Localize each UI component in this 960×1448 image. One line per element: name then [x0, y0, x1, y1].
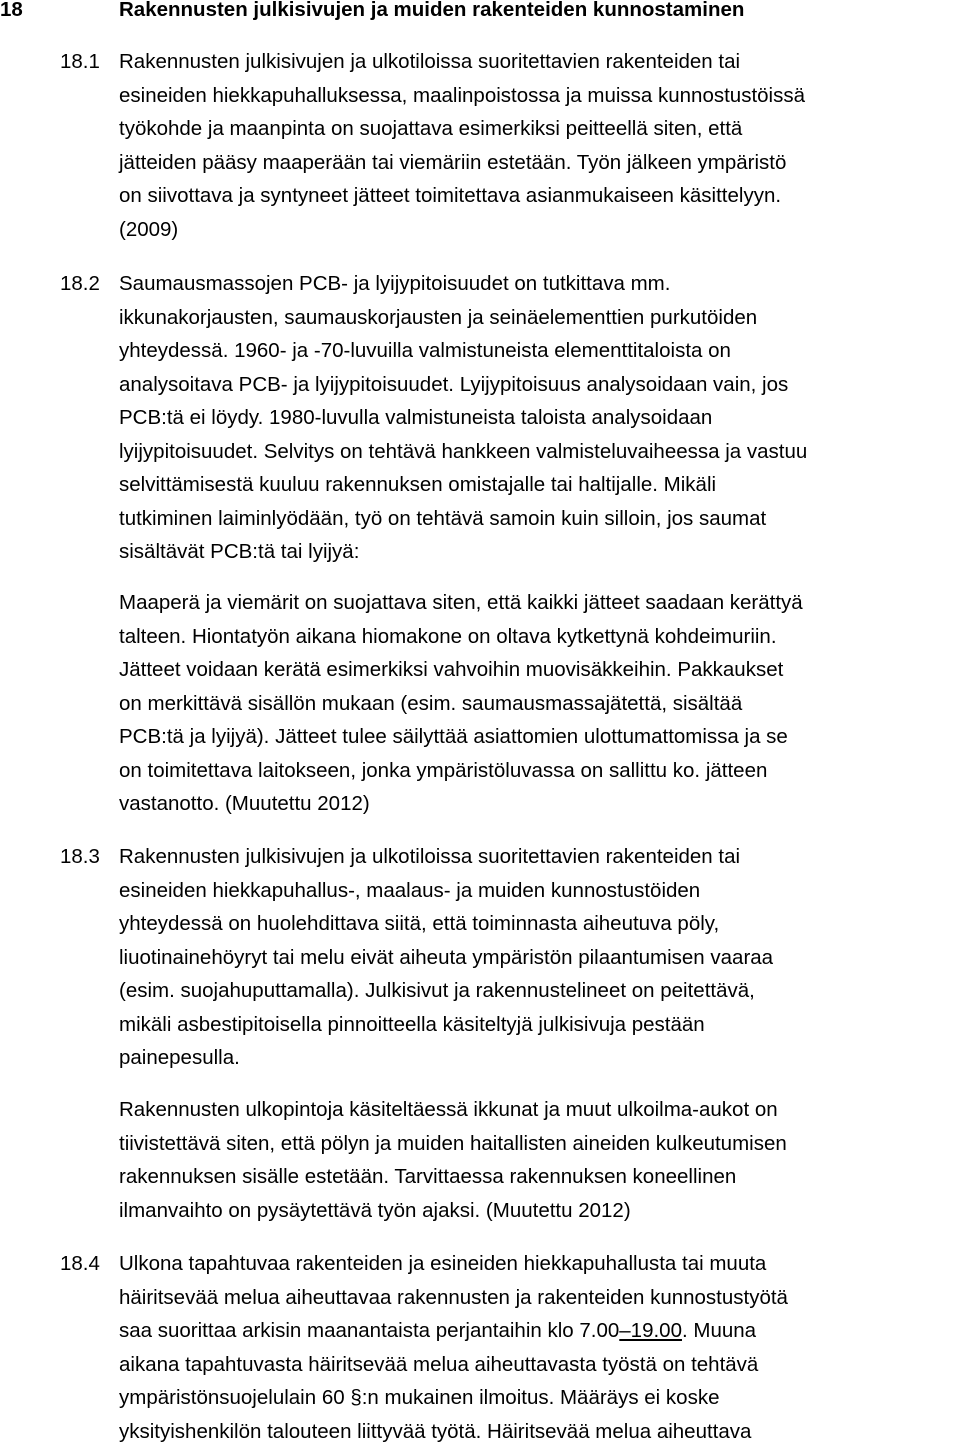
- text-line: lyijypitoisuudet. Selvitys on tehtävä hankkeen valmisteluvaiheessa ja vastuu: [119, 435, 960, 469]
- chapter-title: Rakennusten julkisivujen ja muiden rakenteiden kunnostaminen: [119, 0, 744, 26]
- text-line: Maaperä ja viemärit on suojattava siten, että kaikki jätteet saadaan kerättyä: [119, 586, 960, 620]
- text-line: on siivottava ja syntyneet jätteet toimitettava asianmukaiseen käsittelyyn.: [119, 179, 960, 213]
- paragraph: [119, 1093, 960, 1227]
- paragraph: [119, 586, 960, 821]
- text-segment: saa suorittaa arkisin maanantaista perjantaihin klo 7.00: [119, 1319, 619, 1342]
- text-line: tiivistettävä siten, että pölyn ja muiden haitallisten aineiden kulkeutumisen: [119, 1127, 960, 1161]
- text-line: PCB:tä ei löydy. 1980-luvulla valmistuneista taloista analysoidaan: [119, 401, 960, 435]
- section-number: 18.3: [60, 840, 100, 874]
- text-line-with-time-range: [119, 1314, 960, 1348]
- text-line: mikäli asbestipitoisella pinnoitteella käsiteltyjä julkisivuja pestään: [119, 1008, 960, 1042]
- text-line: Jätteet voidaan kerätä esimerkiksi vahvoihin muovisäkkeihin. Pakkaukset: [119, 653, 960, 687]
- text-line: Saumausmassojen PCB- ja lyijypitoisuudet on tutkittava mm.: [119, 267, 960, 301]
- text-line: tutkiminen laiminlyödään, työ on tehtävä samoin kuin silloin, jos saumat: [119, 502, 960, 536]
- text-line: painepesulla.: [119, 1041, 960, 1075]
- text-line: liuotinainehöyryt tai melu eivät aiheuta ympäristön pilaantumisen vaaraa: [119, 941, 960, 975]
- text-line: ilmanvaihto on pysäytettävä työn ajaksi. (Muutettu 2012): [119, 1194, 960, 1228]
- text-line: on toimitettava laitokseen, jonka ympäristöluvassa on sallittu ko. jätteen: [119, 754, 960, 788]
- text-line: Rakennusten julkisivujen ja ulkotiloissa suoritettavien rakenteiden tai: [119, 45, 960, 79]
- text-line: esineiden hiekkapuhallus-, maalaus- ja muiden kunnostustöiden: [119, 874, 960, 908]
- text-line: (2009): [119, 213, 960, 247]
- text-line: yhteydessä. 1960- ja -70-luvuilla valmistuneista elementtitaloista on: [119, 334, 960, 368]
- text-line: sisältävät PCB:tä tai lyijyä:: [119, 535, 960, 569]
- text-line: selvittämisestä kuuluu rakennuksen omistajalle tai haltijalle. Mikäli: [119, 468, 960, 502]
- text-line: työkohde ja maanpinta on suojattava esimerkiksi peitteellä siten, että: [119, 112, 960, 146]
- text-line: rakennuksen sisälle estetään. Tarvittaessa rakennuksen koneellinen: [119, 1160, 960, 1194]
- paragraph: [119, 267, 960, 569]
- section-number: 18.4: [60, 1247, 100, 1281]
- text-line: Rakennusten julkisivujen ja ulkotiloissa suoritettavien rakenteiden tai: [119, 840, 960, 874]
- text-line: ikkunakorjausten, saumauskorjausten ja seinäelementtien purkutöiden: [119, 301, 960, 335]
- paragraph: [119, 1247, 960, 1448]
- paragraph: [119, 45, 960, 246]
- text-line: esineiden hiekkapuhalluksessa, maalinpoistossa ja muissa kunnostustöissä: [119, 79, 960, 113]
- text-line: Rakennusten ulkopintoja käsiteltäessä ikkunat ja muut ulkoilma-aukot on: [119, 1093, 960, 1127]
- text-line: analysoitava PCB- ja lyijypitoisuudet. Lyijypitoisuus analysoidaan vain, jos: [119, 368, 960, 402]
- text-line: on merkittävä sisällön mukaan (esim. saumausmassajätettä, sisältää: [119, 687, 960, 721]
- text-line: PCB:tä ja lyijyä). Jätteet tulee säilyttää asiattomien ulottumattomissa ja se: [119, 720, 960, 754]
- text-line: vastanotto. (Muutettu 2012): [119, 787, 960, 821]
- text-line: Ulkona tapahtuvaa rakenteiden ja esineiden hiekkapuhallusta tai muuta: [119, 1247, 960, 1281]
- text-segment: . Muuna: [682, 1319, 756, 1342]
- paragraph: [119, 840, 960, 1075]
- text-line: yksityishenkilön talouteen liittyvää työtä. Häiritsevää melua aiheuttava: [119, 1415, 960, 1448]
- text-line: (esim. suojahuputtamalla). Julkisivut ja rakennustelineet on peitettävä,: [119, 974, 960, 1008]
- text-line: talteen. Hiontatyön aikana hiomakone on oltava kytkettynä kohdeimuriin.: [119, 620, 960, 654]
- text-line: yhteydessä on huolehdittava siitä, että toiminnasta aiheutuva pöly,: [119, 907, 960, 941]
- text-line: aikana tapahtuvasta häiritsevää melua aiheuttavasta työstä on tehtävä: [119, 1348, 960, 1382]
- section-number: 18.1: [60, 45, 100, 79]
- text-line: jätteiden pääsy maaperään tai viemäriin estetään. Työn jälkeen ympäristö: [119, 146, 960, 180]
- text-line: ympäristönsuojelulain 60 §:n mukainen ilmoitus. Määräys ei koske: [119, 1381, 960, 1415]
- section-number: 18.2: [60, 267, 100, 301]
- chapter-number: 18: [0, 0, 23, 26]
- text-line: häiritsevää melua aiheuttavaa rakennusten ja rakenteiden kunnostustyötä: [119, 1281, 960, 1315]
- underlined-time: –19.00: [619, 1319, 682, 1342]
